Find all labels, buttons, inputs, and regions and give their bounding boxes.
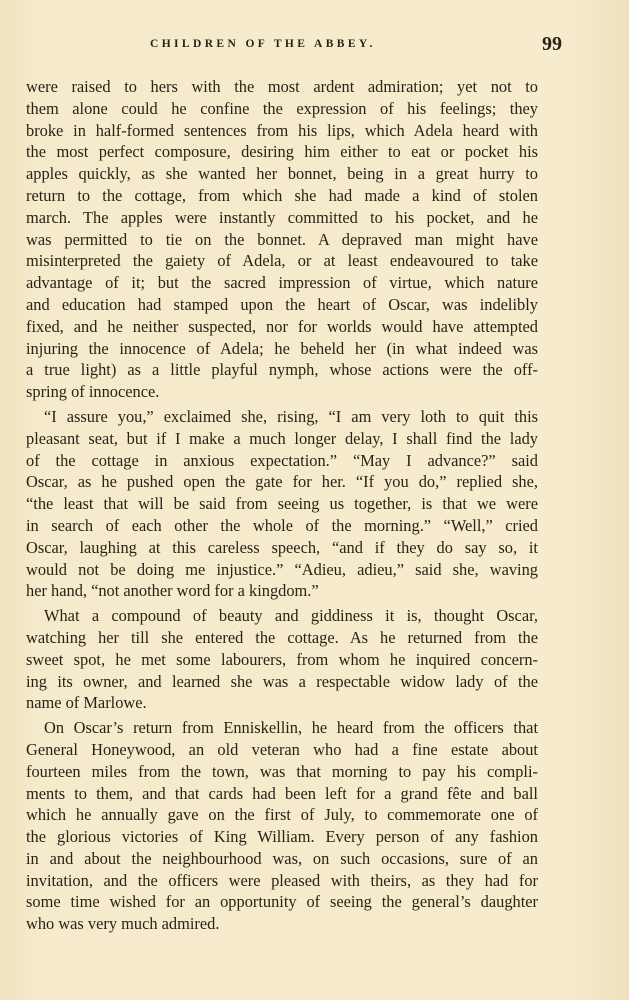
text-line: some time wished for an opportunity of seeing the general’s daughter xyxy=(26,892,538,912)
text-line: which he annually gave on the first of July, to commemorate one of xyxy=(26,805,538,825)
text-line: of the cottage in anxious expectation.” “May I advance?” said xyxy=(26,450,538,470)
text-line: pleasant seat, but if I make a much longer delay, I shall find the lady xyxy=(26,428,538,448)
text-line: who was very much admired. xyxy=(26,914,220,934)
text-line: Oscar, laughing at this careless speech, “and if they do say so, it xyxy=(26,537,538,557)
text-line: were raised to hers with the most ardent admiration; yet not to xyxy=(26,77,538,96)
text-line: General Honeywood, an old veteran who had a fine estate about xyxy=(26,739,538,759)
text-line: was permitted to tie on the bonnet. A depraved man might have xyxy=(26,229,538,249)
paragraph xyxy=(26,76,538,403)
text-line: the most perfect composure, desiring him either to eat or pocket his xyxy=(26,142,538,162)
text-line: them alone could he confine the expression of his feelings; they xyxy=(26,98,538,118)
text-line: What a compound of beauty and giddiness it is, thought Oscar, xyxy=(44,606,538,626)
text-line: a true light) as a little playful nymph, whose actions were the off- xyxy=(26,360,538,380)
text-line: march. The apples were instantly committed to his pocket, and he xyxy=(26,207,538,227)
text-line: would not be doing me injustice.” “Adieu, adieu,” said she, waving xyxy=(26,559,538,579)
text-line: apples quickly, as she wanted her bonnet, being in a great hurry to xyxy=(26,164,538,184)
text-line: On Oscar’s return from Enniskellin, he heard from the officers that xyxy=(44,718,538,738)
body-text xyxy=(26,76,538,935)
text-line: injuring the innocence of Adela; he beheld her (in what indeed was xyxy=(26,338,538,358)
text-line: broke in half-formed sentences from his lips, which Adela heard with xyxy=(26,120,538,140)
text-line: the glorious victories of King William. Every person of any fashion xyxy=(26,827,538,847)
text-line: watching her till she entered the cottage. As he returned from the xyxy=(26,627,538,647)
text-line: advantage of it; but the sacred impression of virtue, which nature xyxy=(26,273,538,293)
text-line: her hand, “not another word for a kingdom.” xyxy=(26,581,319,601)
text-line: ments to them, and that cards had been left for a grand fête and ball xyxy=(26,783,538,803)
text-line: fixed, and he neither suspected, nor for worlds would have attempted xyxy=(26,316,538,336)
text-line: misinterpreted the gaiety of Adela, or at least endeavoured to take xyxy=(26,251,538,271)
text-line: spring of innocence. xyxy=(26,382,160,402)
text-line: name of Marlowe. xyxy=(26,693,147,713)
text-line: Oscar, as he pushed open the gate for her. “If you do,” replied she, xyxy=(26,472,538,492)
text-line: return to the cottage, from which she had made a kind of stolen xyxy=(26,185,538,205)
paragraph xyxy=(26,717,538,935)
running-head: CHILDREN OF THE ABBEY. xyxy=(150,38,376,50)
text-line: “the least that will be said from seeing us together, is that we were xyxy=(26,494,538,514)
text-line: “I assure you,” exclaimed she, rising, “I am very loth to quit this xyxy=(44,406,538,426)
text-line: and education had stamped upon the heart of Oscar, was indelibly xyxy=(26,294,538,314)
text-line: ing its owner, and learned she was a respectable widow lady of the xyxy=(26,671,538,691)
text-line: sweet spot, he met some labourers, from whom he inquired concern- xyxy=(26,649,538,669)
text-line: in and about the neighbourhood was, on such occasions, sure of an xyxy=(26,848,538,868)
text-line: invitation, and the officers were pleased with theirs, as they had for xyxy=(26,870,538,890)
page-number: 99 xyxy=(542,33,562,55)
paragraph xyxy=(26,406,538,602)
text-line: fourteen miles from the town, was that morning to pay his compli- xyxy=(26,761,538,781)
text-line: in search of each other the whole of the morning.” “Well,” cried xyxy=(26,515,538,535)
page-header xyxy=(26,33,562,58)
paragraph xyxy=(26,605,538,714)
